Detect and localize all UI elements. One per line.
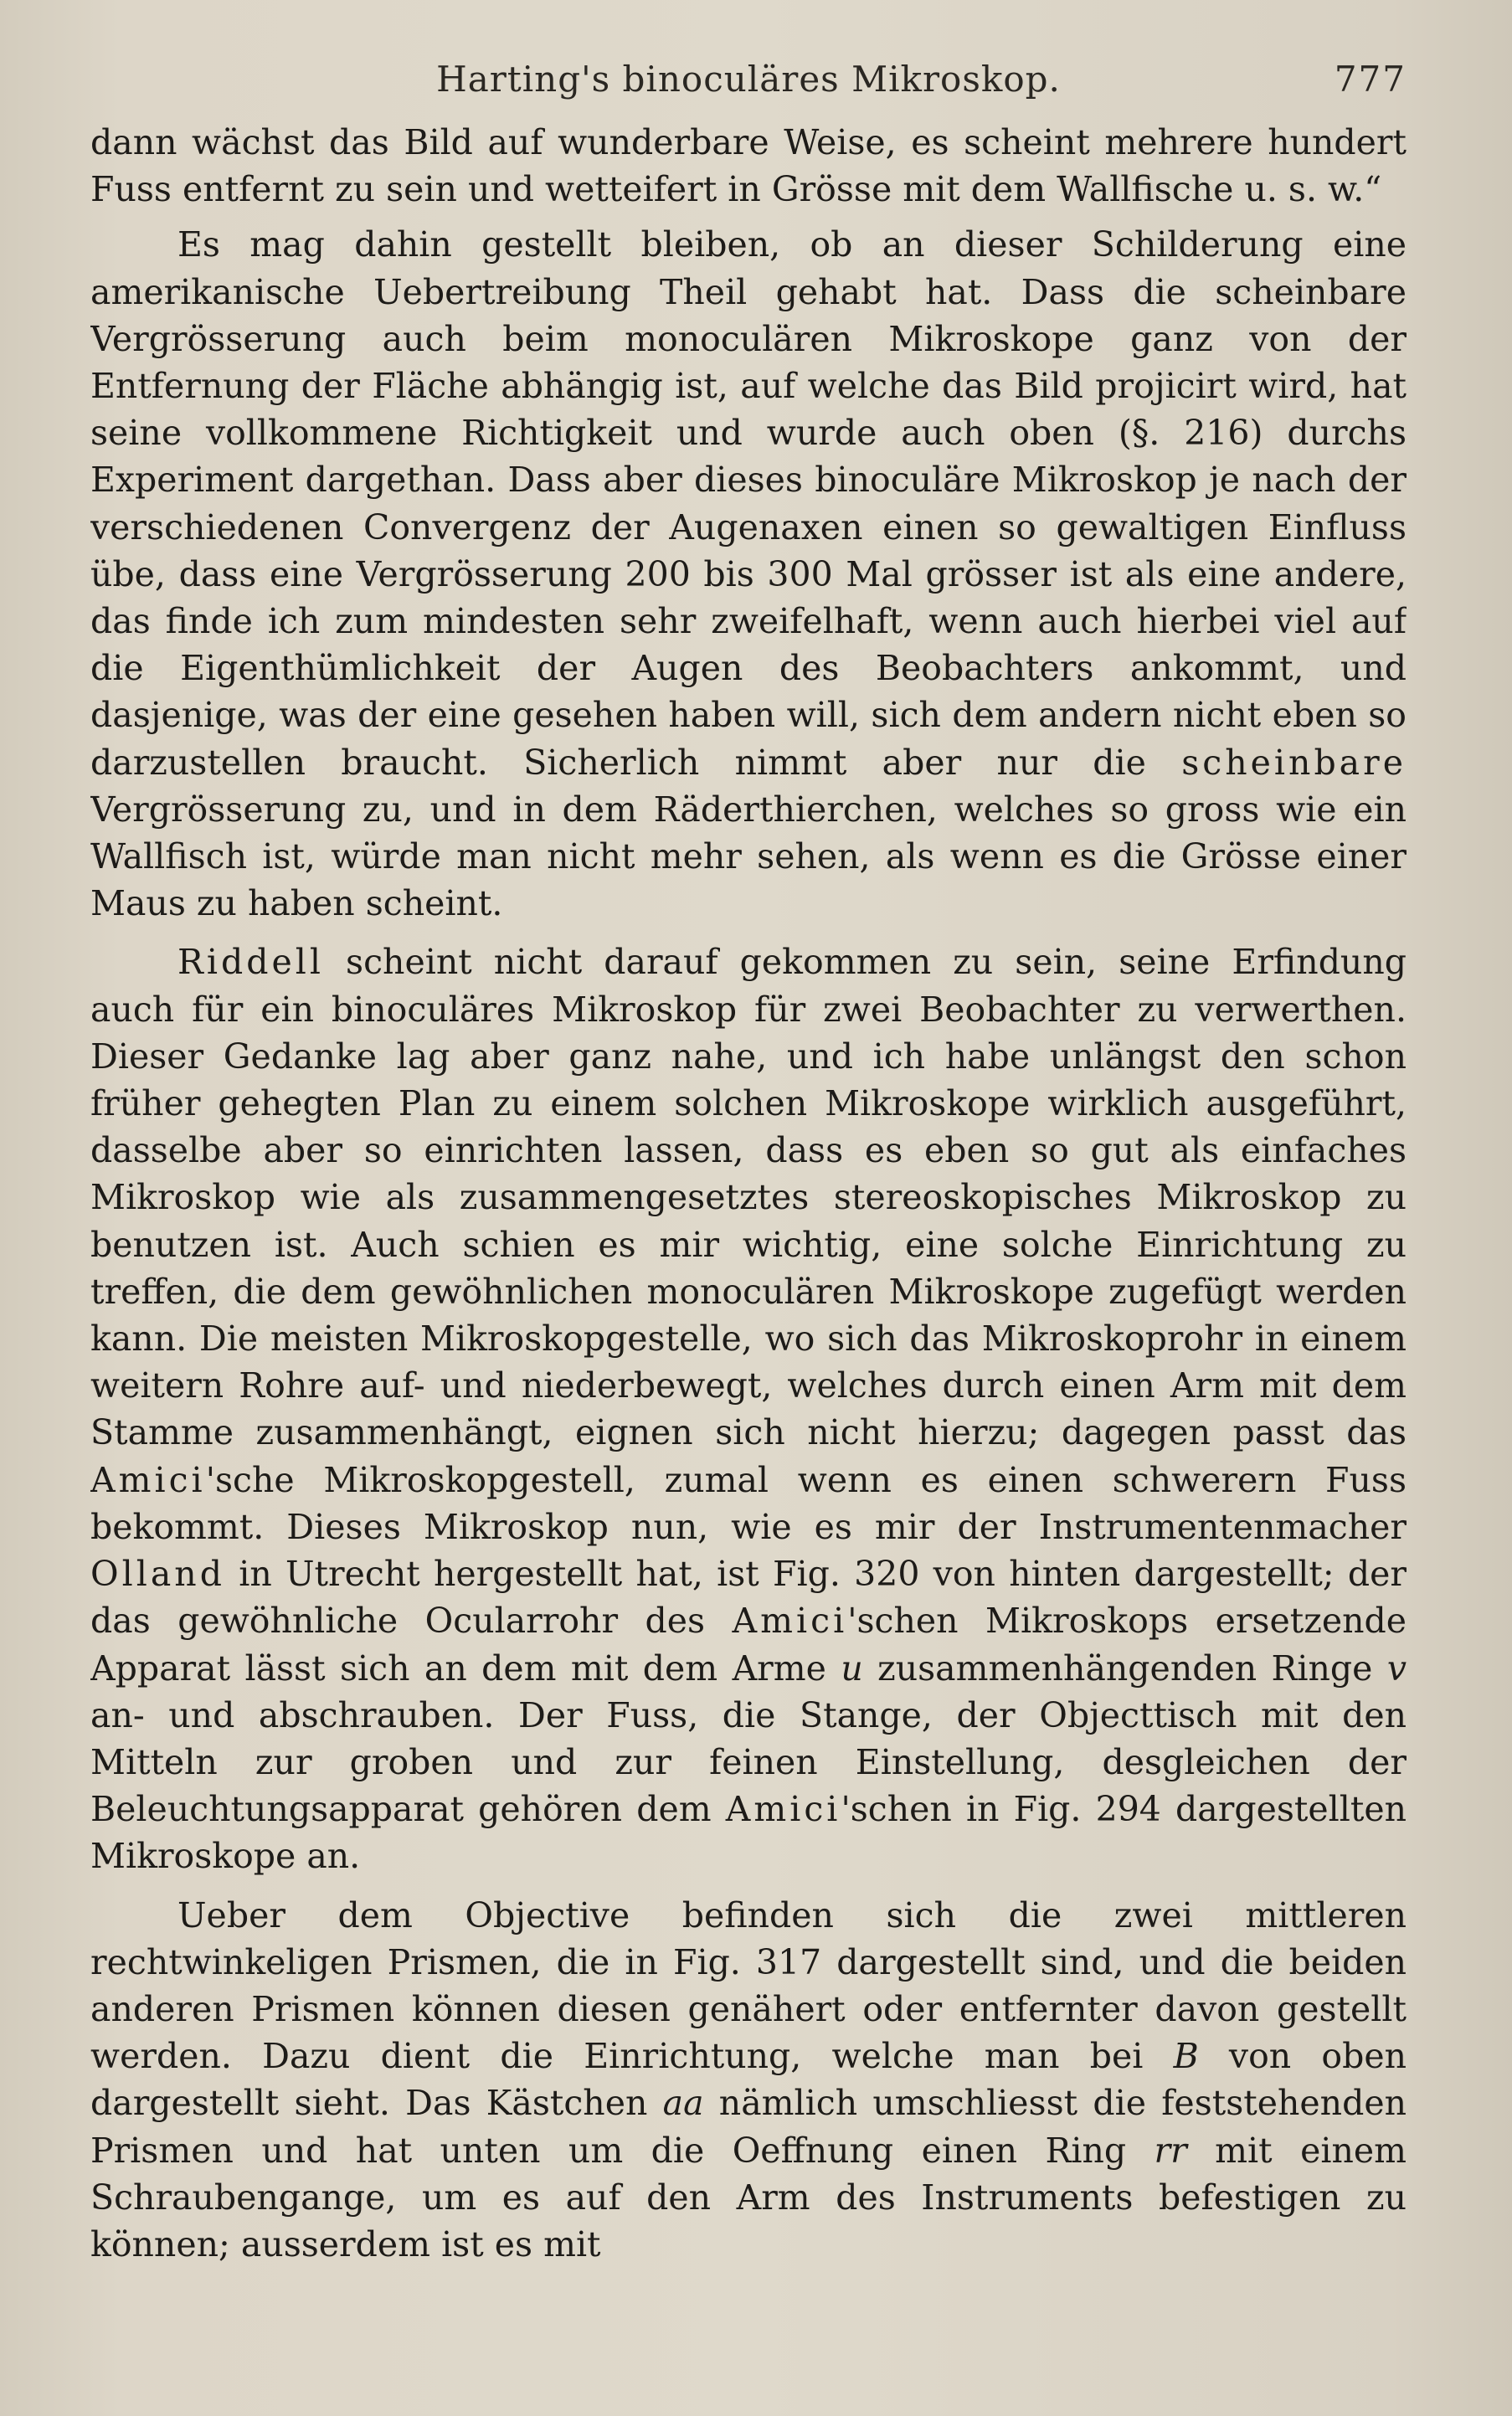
paragraph-4 — [90, 1892, 1407, 2269]
paragraph-2 — [90, 221, 1407, 927]
paragraph-3-text-a: scheint nicht darauf gekommen zu sein, seine Erfindung auch für ein binoculäres Mikroskop für zwei Beobachter zu verwerthen. Dieser Gedanke lag aber ganz nahe, und ich habe unlängst den schon früher gehegten Plan zu einem solchen Mikroskope wirklich ausgeführt, dasselbe aber so einrichten lassen, dass es eben so gut als einfaches Mikroskop wie als zusammengesetztes stereoskopisches Mikroskop zu benutzen ist. Auch schien es mir wichtig, eine solche Einrichtung zu treffen, die dem gewöhnlichen monoculären Mikroskope zugefügt werden kann. Die meisten Mikroskopgestelle, wo sich das Mikroskoprohr in einem weitern Rohre auf- und niederbewegt, welches durch einen Arm mit dem Stamme zusammenhängt, eignen sich nicht hierzu; dagegen passt das — [90, 942, 1407, 1453]
paragraph-4-text-d: mit einem Schraubengange, um es auf den Arm des Instruments befestigen zu können; ausserdem ist es mit — [90, 2130, 1407, 2264]
paragraph-3-text-f: an- und abschrauben. Der Fuss, die Stange, der Objecttisch mit den Mitteln zur groben und zur feinen Einstellung, desgleichen der Beleuchtungsapparat gehören dem — [90, 1694, 1407, 1830]
running-title: Harting's binoculäres Mikroskop. — [436, 59, 1061, 100]
symbol-u: u — [841, 1648, 863, 1689]
symbol-rr: rr — [1154, 2130, 1187, 2171]
paragraph-2-text-b: Vergrösserung zu, und in dem Räderthierchen, welches so gross wie ein Wallfisch ist, würde man nicht mehr sehen, als wenn es die Grösse einer Maus zu haben scheint. — [90, 789, 1407, 924]
emphasis-scheinbare: scheinbare — [1181, 742, 1407, 783]
paragraph-3-text-g: 'schen in Fig. 294 dargestellten Mikroskope an. — [90, 1789, 1407, 1877]
paragraph-3-text-d: 'schen Mikroskops ersetzende Apparat lässt sich an dem mit dem Arme — [90, 1601, 1407, 1689]
paragraph-2-text-a: Es mag dahin gestellt bleiben, ob an dieser Schilderung eine amerikanische Uebertreibung Theil gehabt hat. Dass die scheinbare Vergrösserung auch beim monoculären Mikroskope ganz von der Entfernung der Fläche abhängig ist, auf welche das Bild projicirt wird, hat seine vollkommene Richtigkeit und wurde auch oben (§. 216) durchs Experiment dargethan. Dass aber dieses binoculäre Mikroskop je nach der verschiedenen Convergenz der Augenaxen einen so gewaltigen Einfluss übe, dass eine Vergrösserung 200 bis 300 Mal grösser ist als eine andere, das finde ich zum mindesten sehr zweifelhaft, wenn auch hierbei viel auf die Eigenthümlichkeit der Augen des Beobachters ankommt, und dasjenige, was der eine gesehen haben will, sich dem andern nicht eben so darzustellen braucht. Sicherlich nimmt aber nur die — [90, 224, 1407, 783]
paragraph-3-text-b: 'sche Mikroskopgestell, zumal wenn es einen schwerern Fuss bekommt. Dieses Mikroskop nun, wie es mir der Instrumentenmacher — [90, 1459, 1407, 1547]
body-text — [90, 119, 1407, 2379]
paragraph-4-text-a: Ueber dem Objective befinden sich die zwei mittleren rechtwinkeligen Prismen, die in Fig. 317 dargestellt sind, und die beiden anderen Prismen können diesen genähert oder entfernter davon gestellt werden. Dazu dient die Einrichtung, welche man bei — [90, 1894, 1407, 2077]
paragraph-3-text-e: zusammenhängenden Ringe — [862, 1648, 1387, 1689]
symbol-aa: aa — [662, 2083, 704, 2124]
paragraph-4-text-b: von oben dargestellt sieht. Das Kästchen — [90, 2036, 1407, 2124]
name-amici-1: Amici — [90, 1459, 206, 1500]
paragraph-1-text: dann wächst das Bild auf wunderbare Weise, es scheint mehrere hundert Fuss entfernt zu sein und wetteifert in Grösse mit dem Wallfische u. s. w.“ — [90, 122, 1407, 210]
name-olland: Olland — [90, 1554, 225, 1595]
paragraph-3-text-c: in Utrecht hergestellt hat, ist Fig. 320 von hinten dargestellt; der das gewöhnliche Ocularrohr des — [90, 1554, 1407, 1642]
page-header — [90, 59, 1407, 109]
name-amici-2: Amici — [732, 1601, 848, 1642]
symbol-B: B — [1173, 2036, 1199, 2077]
name-amici-3: Amici — [725, 1789, 841, 1830]
paragraph-3 — [90, 938, 1407, 1879]
symbol-v: v — [1386, 1648, 1407, 1689]
name-riddell: Riddell — [177, 942, 324, 983]
page-number: 777 — [1334, 59, 1407, 100]
paragraph-4-text-c: nämlich umschliesst die feststehenden Prismen und hat unten um die Oeffnung einen Ring — [90, 2083, 1407, 2171]
paragraph-1 — [90, 119, 1407, 213]
